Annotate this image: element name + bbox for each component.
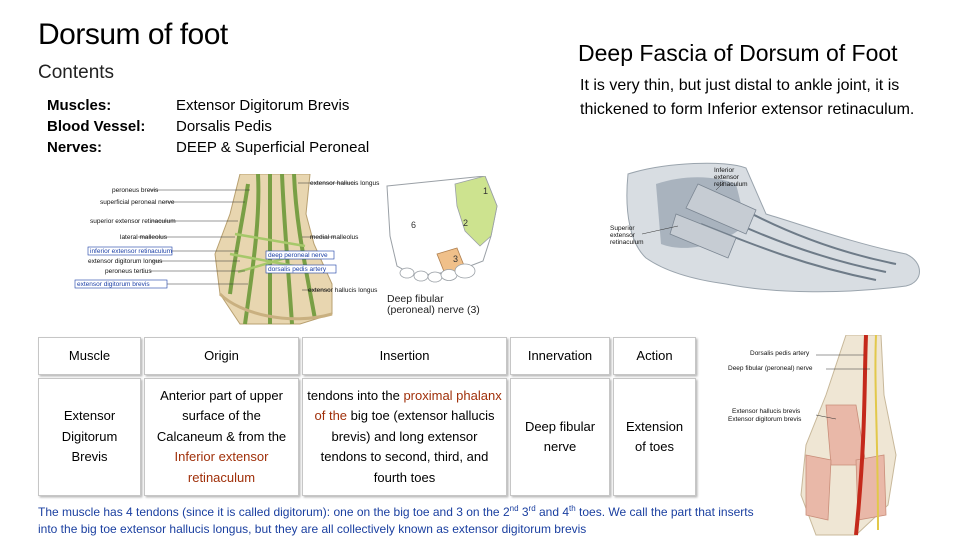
label-dorsalis-pedis-artery: dorsalis pedis artery xyxy=(268,266,327,273)
deep-fibular-dermatome-figure xyxy=(385,176,510,316)
cell-insertion-text xyxy=(307,386,502,489)
dermatome-number-2: 2 xyxy=(463,218,469,228)
label-lateral-malleolus: lateral malleolus xyxy=(120,234,167,241)
dermatome-caption-line1: Deep fibular xyxy=(387,293,444,305)
label-extensor-digitorum-longus: extensor digitorum longus xyxy=(88,258,163,265)
cell-action-text: Extension of toes xyxy=(625,418,684,454)
header-innervation-text: Innervation xyxy=(527,347,593,363)
dermatome-number-1: 1 xyxy=(483,186,489,196)
fascia-heading: Deep Fascia of Dorsum of Foot xyxy=(578,40,898,66)
label-medial-malleolus: medial malleolus xyxy=(310,234,359,241)
label-extensor-hallucis-longus-top: extensor hallucis longus xyxy=(310,180,380,187)
label-extensor-digitorum-brevis: extensor digitorum brevis xyxy=(77,281,150,288)
slide-title: Dorsum of foot xyxy=(38,18,228,51)
fascia-label-inferior-2: extensor xyxy=(714,174,739,181)
label-superior-extensor-retinaculum: superior extensor retinaculum xyxy=(90,218,176,225)
footer-part4: toes. We call the part that inserts into the big toe extensor hallucis longus, but they are all collectively known as extensor digitorum brevis xyxy=(38,505,754,536)
insertion-red: proximal phalanx of the xyxy=(314,387,502,424)
artery-label-ehb: Extensor hallucis brevis xyxy=(732,408,801,415)
artery-label-deep-fibular-nerve: Deep fibular (peroneal) nerve xyxy=(728,365,813,372)
footer-part2: 3 xyxy=(518,505,529,519)
footer-sup2: rd xyxy=(528,504,536,513)
cell-insertion xyxy=(302,378,507,496)
blood-vessel-label: Blood Vessel: xyxy=(47,118,146,135)
fascia-label-superior-3: retinaculum xyxy=(610,239,644,246)
contents-label: Contents xyxy=(38,62,115,83)
artery-label-dorsalis-pedis: Dorsalis pedis artery xyxy=(750,350,810,357)
nerves-value: DEEP & Superficial Peroneal xyxy=(176,139,370,156)
header-innervation xyxy=(510,337,610,375)
label-deep-peroneal-nerve: deep peroneal nerve xyxy=(268,252,328,259)
cell-origin-text xyxy=(149,386,294,489)
label-superficial-peroneal-nerve: superficial peroneal nerve xyxy=(100,199,175,206)
header-muscle-text: Muscle xyxy=(68,347,111,363)
dermatome-number-3: 3 xyxy=(453,254,459,264)
footer-sup1: nd xyxy=(509,504,519,513)
footer-note xyxy=(38,504,758,538)
cell-innervation xyxy=(510,378,610,496)
deep-fascia-figure xyxy=(606,154,931,312)
footer-part3: and 4 xyxy=(535,505,570,519)
cell-muscle xyxy=(38,378,141,496)
muscles-label: Muscles: xyxy=(47,97,112,114)
header-action xyxy=(613,337,696,375)
header-action-text: Action xyxy=(636,347,673,363)
dorsum-muscles-figure xyxy=(70,174,385,326)
origin-plain: Anterior part of upper surface of the Calcaneum & from the xyxy=(156,387,287,444)
fascia-label-inferior-3: retinaculum xyxy=(714,181,748,188)
cell-origin xyxy=(144,378,299,496)
fascia-label-superior-1: Superior xyxy=(610,225,635,232)
fascia-label-inferior-1: Inferior xyxy=(714,167,735,174)
summary-values xyxy=(176,95,369,158)
cell-action xyxy=(613,378,696,496)
footer-part1: The muscle has 4 tendons (since it is called digitorum): one on the big toe and 3 on the 2 xyxy=(38,505,510,519)
insertion-b: big toe (extensor hallucis brevis) and long extensor tendons to second, third, and fourth toes xyxy=(320,408,495,485)
label-peroneus-tertius: peroneus tertius xyxy=(105,268,152,275)
blood-vessel-value: Dorsalis Pedis xyxy=(176,118,272,135)
header-muscle xyxy=(38,337,141,375)
header-origin xyxy=(144,337,299,375)
header-origin-text: Origin xyxy=(204,347,239,363)
origin-red: Inferior extensor retinaculum xyxy=(174,449,269,485)
artery-label-edb: Extensor digitorum brevis xyxy=(728,416,802,423)
cell-innervation-text: Deep fibular nerve xyxy=(524,418,596,454)
muscle-table xyxy=(38,337,696,496)
label-extensor-hallucis-longus-bottom: extensor hallucis longus xyxy=(308,287,378,294)
cell-muscle-text: Extensor Digitorum Brevis xyxy=(61,408,118,465)
fascia-description: It is very thin, but just distal to ankle joint, it is thickened to form Inferior extensor retinaculum. xyxy=(580,77,915,118)
nerves-label: Nerves: xyxy=(47,139,103,156)
muscles-value: Extensor Digitorum Brevis xyxy=(176,97,350,114)
insertion-a: tendons into the xyxy=(307,387,400,403)
dermatome-caption-line2: (peroneal) nerve (3) xyxy=(387,304,480,316)
summary-labels xyxy=(47,95,145,158)
fascia-label-superior-2: extensor xyxy=(610,232,635,239)
label-inferior-extensor-retinaculum: inferior extensor retinaculum xyxy=(90,248,173,255)
footer-sup3: th xyxy=(569,504,576,513)
header-insertion xyxy=(302,337,507,375)
dermatome-number-6: 6 xyxy=(411,220,417,230)
header-insertion-text: Insertion xyxy=(379,347,430,363)
label-peroneus-brevis: peroneus brevis xyxy=(112,187,159,194)
